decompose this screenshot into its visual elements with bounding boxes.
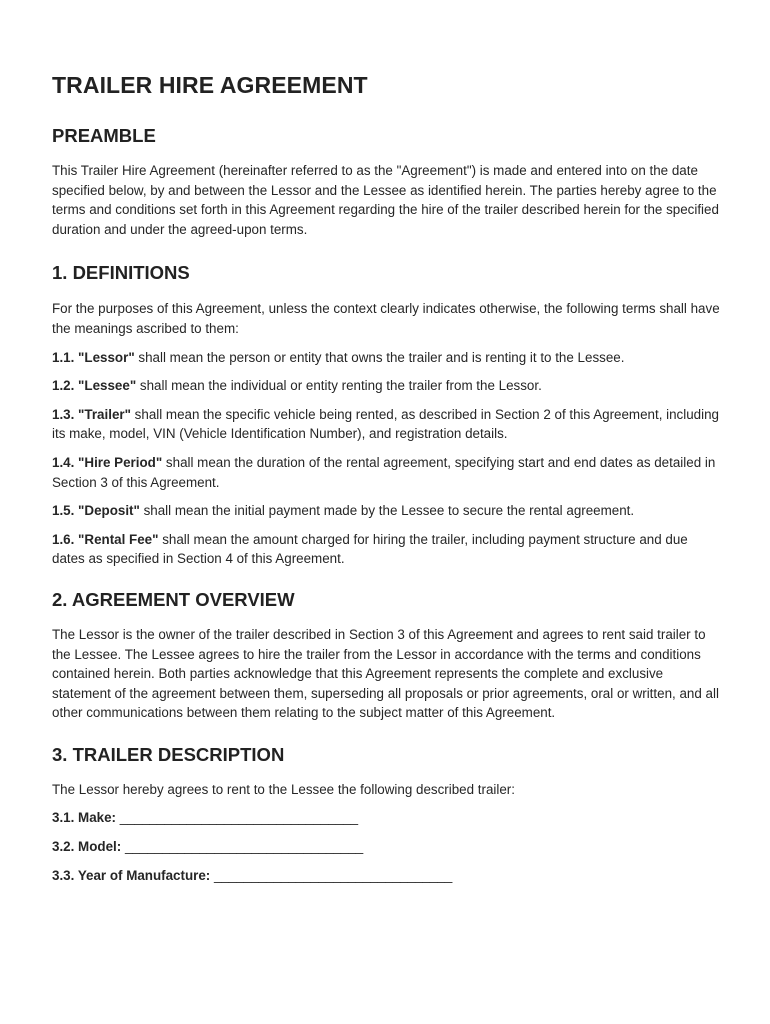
definition-item-rental-fee xyxy=(52,530,722,569)
definition-item-trailer xyxy=(52,405,722,444)
definitions-intro: For the purposes of this Agreement, unless the context clearly indicates otherwise, the following terms shall have the meanings ascribed to them: xyxy=(52,301,720,336)
make-blank-line: ________________________________ xyxy=(119,810,359,826)
trailer-description-heading: 3. TRAILER DESCRIPTION xyxy=(52,743,285,765)
definition-item-lessee xyxy=(52,376,722,396)
definitions-heading: 1. DEFINITIONS xyxy=(52,262,190,284)
field-model xyxy=(52,837,722,857)
definitions-section xyxy=(52,262,722,569)
preamble-section xyxy=(52,125,722,239)
document-body xyxy=(52,70,722,885)
field-label: 3.1. Make: xyxy=(52,810,117,826)
trailer-description-intro: The Lessor hereby agrees to rent to the Lessee the following described trailer: xyxy=(52,781,515,797)
definition-term: 1.4. "Hire Period" xyxy=(52,454,163,470)
definition-text: shall mean the amount charged for hiring the trailer, including payment structure and due dates as specified in Section 4 of this Agreement. xyxy=(52,531,688,567)
year-blank-line: ________________________________ xyxy=(214,867,453,883)
definition-term: 1.3. "Trailer" xyxy=(52,406,131,422)
model-blank-line: ________________________________ xyxy=(124,839,364,855)
overview-section xyxy=(52,589,722,723)
document-title: TRAILER HIRE AGREEMENT xyxy=(52,72,368,98)
preamble-text: This Trailer Hire Agreement (hereinafter referred to as the "Agreement") is made and entered into on the date specified below, by and between the Lessor and the Lessee as identified herein. The parties hereby agree to the terms and conditions set forth in this Agreement regarding the hire of the trailer described herein for the specified duration and under the agreed-upon terms. xyxy=(52,163,719,237)
overview-heading: 2. AGREEMENT OVERVIEW xyxy=(52,588,295,610)
definition-text: shall mean the person or entity that owns the trailer and is renting it to the Lessee. xyxy=(134,349,625,365)
definition-term: 1.5. "Deposit" xyxy=(52,503,140,519)
definition-text: shall mean the initial payment made by the Lessee to secure the rental agreement. xyxy=(139,503,635,519)
trailer-description-section xyxy=(52,744,722,885)
definition-term: 1.2. "Lessee" xyxy=(52,378,137,394)
definition-item-hire-period xyxy=(52,453,722,492)
field-label: 3.3. Year of Manufacture: xyxy=(52,867,211,883)
definition-text: shall mean the specific vehicle being rented, as described in Section 2 of this Agreement, including its make, model, VIN (Vehicle Identification Number), and registration details. xyxy=(52,406,719,442)
overview-text: The Lessor is the owner of the trailer described in Section 3 of this Agreement and agrees to rent said trailer to the Lessee. The Lessee agrees to hire the trailer from the Lessor in accordance with the terms and conditions contained herein. Both parties acknowledge that this Agreement represents the complete and exclusive statement of the agreement between them, superseding all proposals or prior agreements, oral or written, and all other communications between them relating to the subject matter of this Agreement. xyxy=(52,626,719,721)
definition-item-lessor xyxy=(52,348,722,368)
definition-term: 1.1. "Lessor" xyxy=(52,349,135,365)
definition-term: 1.6. "Rental Fee" xyxy=(52,531,159,547)
definition-item-deposit xyxy=(52,501,722,521)
field-label: 3.2. Model: xyxy=(52,839,122,855)
preamble-heading: PREAMBLE xyxy=(52,125,156,146)
definition-text: shall mean the individual or entity renting the trailer from the Lessor. xyxy=(136,378,542,394)
field-make xyxy=(52,808,722,828)
definition-text: shall mean the duration of the rental agreement, specifying start and end dates as detailed in Section 3 of this Agreement. xyxy=(52,454,716,490)
field-year-of-manufacture xyxy=(52,866,722,886)
